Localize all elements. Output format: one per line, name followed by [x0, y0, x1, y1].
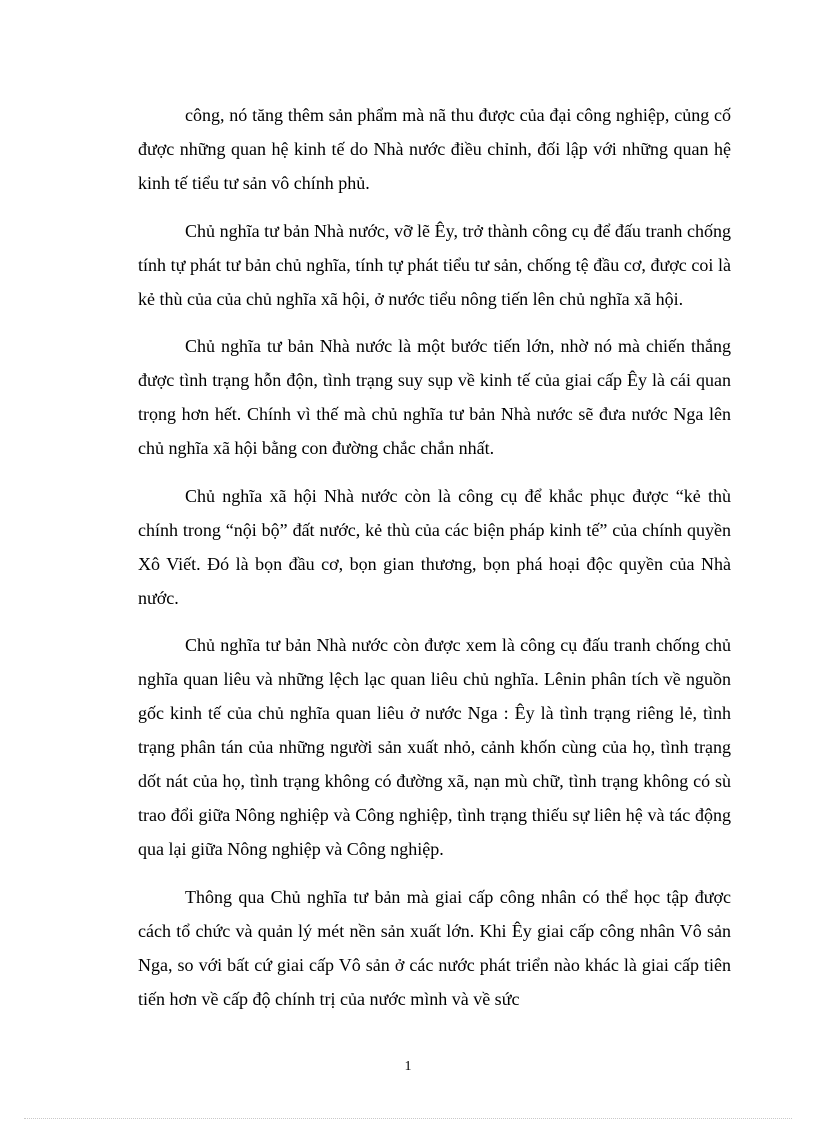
paragraph: công, nó tăng thêm sản phẩm mà nã thu được của đại công nghiệp, củng cố được những quan hệ kinh tế do Nhà nước điều chỉnh, đối lập với những quan hệ kinh tế tiểu tư sản vô chính phủ. [138, 105, 731, 193]
document-body [138, 98, 731, 1029]
paragraph: Thông qua Chủ nghĩa tư bản mà giai cấp công nhân có thể học tập được cách tổ chức và quản lý mét nền sản xuất lớn. Khi Êy giai cấp công nhân Vô sản Nga, so với bất cứ giai cấp Vô sản ở các nước phát triển nào khác là giai cấp tiên tiến hơn về cấp độ chính trị của nước mình và về sức [138, 886, 731, 1009]
paragraph: Chủ nghĩa xã hội Nhà nước còn là công cụ để khắc phục được “kẻ thù chính trong “nội bộ” đất nước, kẻ thù của các biện pháp kinh tế” của chính quyền Xô Viết. Đó là bọn đầu cơ, bọn gian thương, bọn phá hoại độc quyền của Nhà nước. [138, 485, 731, 608]
page-break-divider [24, 1118, 792, 1119]
paragraph: Chủ nghĩa tư bản Nhà nước, vỡ lẽ Êy, trở thành công cụ để đấu tranh chống tính tự phát tư bản chủ nghĩa, tính tự phát tiểu tư sản, chống tệ đầu cơ, được coi là kẻ thù của của chủ nghĩa xã hội, ở nước tiểu nông tiến lên chủ nghĩa xã hội. [138, 220, 731, 309]
paragraph: Chủ nghĩa tư bản Nhà nước là một bước tiến lớn, nhờ nó mà chiến thắng được tình trạng hỗn độn, tình trạng suy sụp về kinh tế của giai cấp Êy là cái quan trọng hơn hết. Chính vì thế mà chủ nghĩa tư bản Nhà nước sẽ đưa nước Nga lên chủ nghĩa xã hội bằng con đường chắc chắn nhất. [138, 336, 731, 458]
page-number: 1 [404, 1059, 412, 1074]
paragraph: Chủ nghĩa tư bản Nhà nước còn được xem là công cụ đấu tranh chống chủ nghĩa quan liêu và những lệch lạc quan liêu chủ nghĩa. Lênin phân tích về nguồn gốc kinh tế của chủ nghĩa quan liêu ở nước Nga : Êy là tình trạng riêng lẻ, tình trạng phân tán của những người sản xuất nhỏ, cảnh khốn cùng của họ, tình trạng dốt nát của họ, tình trạng không có đường xã, nạn mù chữ, tình trạng không có sù trao đổi giữa Nông nghiệp và Công nghiệp, tình trạng thiếu sự liên hệ và tác động qua lại giữa Nông nghiệp và Công nghiệp. [138, 635, 731, 859]
